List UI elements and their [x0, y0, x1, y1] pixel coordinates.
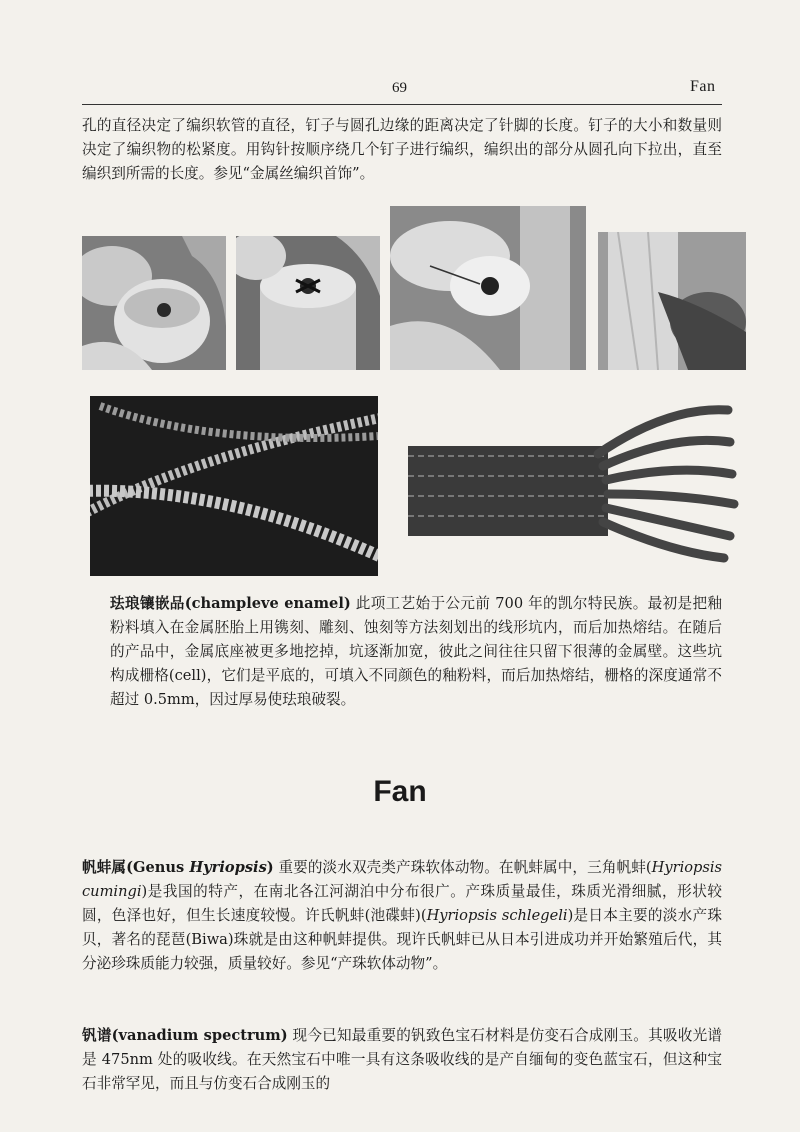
latin-name: Hyriopsis cumingi: [82, 859, 723, 900]
photo-braided-cords: [90, 396, 378, 576]
entry-body: 此项工艺始于公元前 700 年的凯尔特民族。最初是把釉粉料填入在金属胚胎上用镌刻、雕刻、蚀刻等方法刻划出的线形坑内，而后加热熔结。在随后的产品中，金属底座被更多地挖掉，坑逐渐加宽，彼此之间往往只留下很薄的金属壁。这些坑构成栅格(cell)，它们是平底的，可填入不同颜色的釉粉料，而后加热熔结，栅格的深度通常不超过 0.5mm，因过厚易使珐琅破裂。: [110, 595, 723, 708]
photo-knitting-step-2: [236, 236, 380, 370]
entry-hyriopsis: 帆蚌属(Genus Hyriopsis) 重要的淡水双壳类产珠软体动物。在帆蚌属中，三角帆蚌(Hyriopsis cumingi)是我国的特产，在南北各江河湖泊中分布很广。产珠质量最佳，珠质光滑细腻，形状较圆，色泽也好，但生长速度较慢。许氏帆蚌(池碟蚌)(Hyriopsis schlegeli)是日本主要的淡水产珠贝，著名的琵琶(Biwa)珠就是由这种帆蚌提供。现许氏帆蚌已从日本引进成功并开始繁殖后代，其分泌珍珠质能力较强，质量较好。参见“产珠软体动物”。: [82, 859, 723, 972]
entry-term: 钒谱(vanadium spectrum): [82, 1027, 288, 1044]
latin-name: Hyriopsis schlegeli: [426, 907, 568, 924]
photo-knitting-step-4: [598, 232, 746, 370]
entry-term: 帆蚌属(Genus Hyriopsis): [82, 859, 274, 876]
photo-knitting-step-1: [82, 236, 226, 370]
running-head: Fan: [690, 78, 716, 95]
entry-champleve: [110, 592, 722, 712]
entry-body: 重要的淡水双壳类产珠软体动物。在帆蚌属中，三角帆蚌(: [278, 859, 652, 876]
header-rule: [82, 104, 722, 105]
photo-knitting-step-3: [390, 206, 586, 370]
entry-body: 现今已知最重要的钒致色宝石材料是仿变石合成刚玉。其吸收光谱是 475nm 处的吸收线。在天然宝石中唯一具有这条吸收线的是产自缅甸的变色蓝宝石，但这种宝石非常罕见，而且与仿变石合成刚玉的: [82, 1027, 722, 1092]
entry-term: 珐琅镶嵌品(champleve enamel): [110, 595, 351, 612]
intro-paragraph: 孔的直径决定了编织软管的直径，钉子与圆孔边缘的距离决定了针脚的长度。钉子的大小和数量则决定了编织物的松紧度。用钩针按顺序绕几个钉子进行编织，编织出的部分从圆孔向下拉出，直至编织到所需的长度。参见“金属丝编织首饰”。: [82, 117, 722, 182]
section-heading: Fan: [373, 775, 427, 808]
page-number: 69: [392, 80, 407, 96]
photo-braided-tassel: [408, 396, 744, 566]
entry-vanadium: [82, 1024, 722, 1096]
